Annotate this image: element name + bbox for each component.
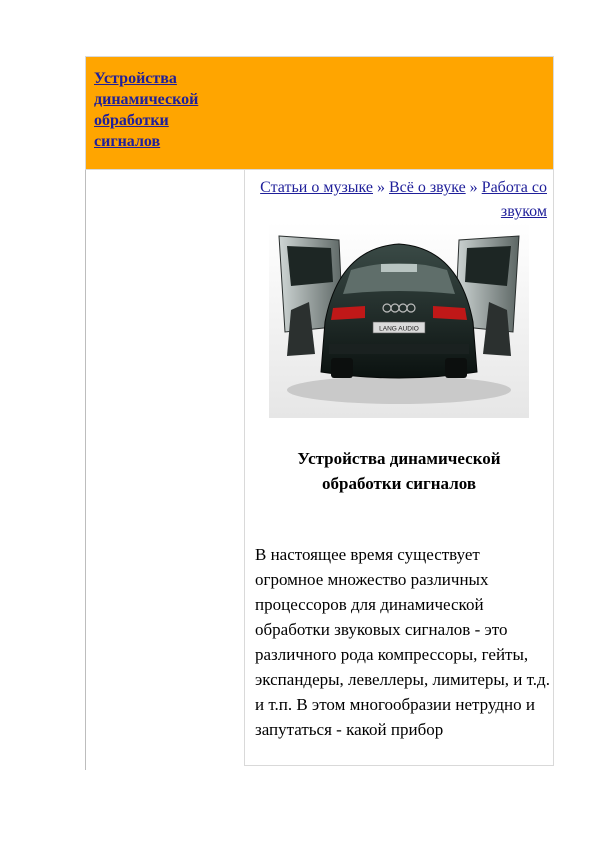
breadcrumb-separator: » bbox=[372, 179, 389, 196]
header-cell bbox=[85, 56, 554, 170]
breadcrumb-link-music-articles[interactable]: Статьи о музыке bbox=[260, 179, 373, 196]
header-title-link[interactable]: Устройства динамической обработки сигналов bbox=[94, 70, 199, 150]
content-cell bbox=[244, 170, 554, 766]
breadcrumb-link-sound-work[interactable]: Работа со звуком bbox=[481, 179, 547, 220]
article-body: В настоящее время существует огромное множество различных процессоров для динамической обработки звуковых сигналов - это различного рода компрессоры, гейты, экспандеры, левеллеры, лимитеры, и т.д. и т.п. В этом многообразии нетрудно и запутаться - какой прибор bbox=[255, 545, 550, 739]
breadcrumb-link-about-sound[interactable]: Всё о звуке bbox=[388, 179, 466, 196]
breadcrumb bbox=[257, 176, 547, 224]
article-title: Устройства динамической обработки сигналов bbox=[297, 449, 501, 493]
breadcrumb-separator: » bbox=[465, 179, 482, 196]
car-audio-photo bbox=[269, 222, 529, 418]
car-rear-view-image bbox=[269, 222, 529, 418]
license-plate-text: LANG AUDIO bbox=[379, 325, 419, 333]
left-cell-border bbox=[85, 170, 86, 770]
